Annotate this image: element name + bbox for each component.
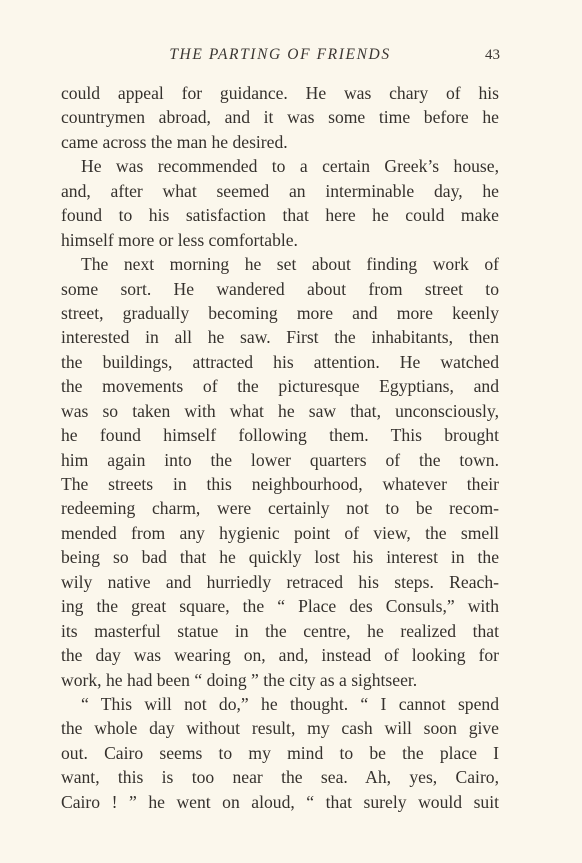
- text-line: he found himself following them. This brought: [61, 425, 499, 446]
- text-line: mended from any hygienic point of view, the smell: [61, 522, 499, 543]
- text-line: “ This will not do,” he thought. “ I cannot spend: [81, 693, 499, 714]
- running-title: THE PARTING OF FRIENDS: [169, 46, 391, 63]
- text-line: interested in all he saw. First the inhabitants, then: [61, 327, 499, 348]
- paragraph: [61, 252, 499, 692]
- text-line: out. Cairo seems to my mind to be the place I: [61, 742, 499, 763]
- text-line: wily native and hurriedly retraced his steps. Reach-: [61, 571, 499, 592]
- text-line: was so taken with what he saw that, unconsciously,: [61, 400, 499, 421]
- text-line: came across the man he desired.: [61, 131, 288, 152]
- text-line: some sort. He wandered about from street to: [61, 278, 499, 299]
- text-line: countrymen abroad, and it was some time before he: [61, 107, 499, 128]
- text-line: ing the great square, the “ Place des Consuls,” with: [61, 596, 499, 617]
- text-line: found to his satisfaction that here he could make: [61, 205, 499, 226]
- text-line: being so bad that he quickly lost his interest in the: [61, 547, 499, 568]
- text-line: He was recommended to a certain Greek’s house,: [81, 156, 499, 177]
- text-line: the day was wearing on, and, instead of looking for: [61, 645, 499, 666]
- text-line: the movements of the picturesque Egyptians, and: [61, 376, 499, 397]
- text-line: the whole day without result, my cash will soon give: [61, 718, 499, 739]
- text-line: redeeming charm, were certainly not to be recom-: [61, 498, 499, 519]
- text-line: The next morning he set about finding work of: [81, 254, 499, 275]
- text-line: The streets in this neighbourhood, whatever their: [61, 474, 499, 494]
- paragraph: [61, 692, 499, 814]
- body-text: [61, 81, 499, 814]
- text-line: work, he had been “ doing ” the city as a sightseer.: [61, 669, 418, 690]
- text-line: could appeal for guidance. He was chary of his: [61, 83, 499, 103]
- text-line: Cairo ! ” he went on aloud, “ that surely would suit: [61, 791, 499, 812]
- text-line: him again into the lower quarters of the town.: [61, 449, 499, 470]
- text-line: himself more or less comfortable.: [61, 229, 298, 250]
- text-line: its masterful statue in the centre, he realized that: [61, 620, 499, 641]
- page-number: 43: [485, 47, 500, 63]
- text-line: the buildings, attracted his attention. He watched: [61, 351, 499, 372]
- paragraph: [61, 154, 499, 252]
- running-head: [60, 46, 500, 66]
- text-line: street, gradually becoming more and more keenly: [61, 302, 499, 323]
- paragraph: [61, 81, 499, 154]
- text-line: and, after what seemed an interminable day, he: [61, 180, 499, 201]
- text-line: want, this is too near the sea. Ah, yes, Cairo,: [61, 767, 499, 788]
